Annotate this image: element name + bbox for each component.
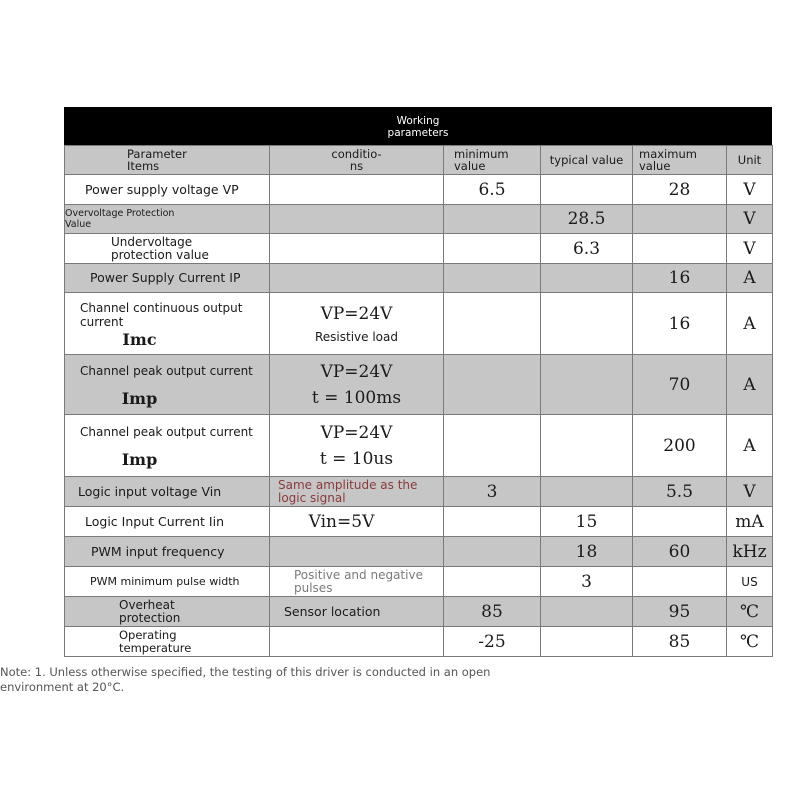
table-row [65, 355, 773, 415]
header-parameter: Parameter Items [65, 146, 270, 175]
max-cell: 16 [633, 293, 727, 355]
symbol-label: Imc [122, 329, 157, 349]
unit-cell: US [727, 567, 773, 597]
param-cell: Power supply voltage VP [65, 175, 270, 205]
cond-cell: Vin=5V [270, 507, 444, 537]
cond-cell: VP=24V t = 10us [270, 415, 444, 477]
header-typical: typical value [541, 146, 633, 175]
typ-cell: 18 [541, 537, 633, 567]
cond-cell: Positive and negative pulses [270, 567, 444, 597]
unit-cell: ℃ [727, 627, 773, 657]
unit-cell: A [727, 355, 773, 415]
max-cell: 5.5 [633, 477, 727, 507]
table-row [65, 477, 773, 507]
header-row [65, 146, 773, 175]
param-cell: PWM minimum pulse width [65, 567, 270, 597]
unit-cell: A [727, 293, 773, 355]
table-row [65, 627, 773, 657]
max-cell: 70 [633, 355, 727, 415]
min-cell: 3 [444, 477, 541, 507]
typ-cell [541, 175, 633, 205]
table-row [65, 567, 773, 597]
unit-cell: mA [727, 507, 773, 537]
unit-cell: V [727, 477, 773, 507]
typ-cell: 3 [541, 567, 633, 597]
cond-cell [270, 175, 444, 205]
typ-cell: 15 [541, 507, 633, 537]
param-cell: Channel peak output current Imp [65, 415, 270, 477]
symbol-label: Imp [121, 388, 158, 408]
table-row [65, 264, 773, 293]
typ-cell: 28.5 [541, 205, 633, 234]
footnote: Note: 1. Unless otherwise specified, the testing of this driver is conducted in an open environment at 20°C. [0, 665, 491, 694]
param-cell: Channel continuous output current Imc [65, 293, 270, 355]
param-cell: Logic Input Current Iin [65, 507, 270, 537]
table-row [65, 293, 773, 355]
header-maximum: maximum value [633, 146, 727, 175]
unit-cell: V [727, 234, 773, 264]
unit-cell: ℃ [727, 597, 773, 627]
symbol-label: Imp [121, 449, 158, 469]
param-cell: Undervoltage protection value [65, 234, 270, 264]
param-cell: Overheat protection [65, 597, 270, 627]
min-cell: 6.5 [444, 175, 541, 205]
unit-cell: V [727, 175, 773, 205]
max-cell: 28 [633, 175, 727, 205]
table-title: Working parameters [64, 107, 772, 145]
max-cell: 16 [633, 264, 727, 293]
table-row [65, 205, 773, 234]
cond-cell: Same amplitude as the logic signal [270, 477, 444, 507]
unit-cell: A [727, 264, 773, 293]
param-cell: Logic input voltage Vin [65, 477, 270, 507]
table-row [65, 597, 773, 627]
header-unit: Unit [727, 146, 773, 175]
param-cell: Channel peak output current Imp [65, 355, 270, 415]
unit-cell: A [727, 415, 773, 477]
min-cell: -25 [444, 627, 541, 657]
header-minimum: minimum value [444, 146, 541, 175]
param-cell: Overvoltage Protection Value [65, 205, 270, 234]
typ-cell: 6.3 [541, 234, 633, 264]
table-row [65, 537, 773, 567]
unit-cell: kHz [727, 537, 773, 567]
max-cell: 85 [633, 627, 727, 657]
param-cell: Power Supply Current IP [65, 264, 270, 293]
param-cell: PWM input frequency [65, 537, 270, 567]
param-cell: Operating temperature [65, 627, 270, 657]
max-cell: 95 [633, 597, 727, 627]
header-conditions: conditio- ns [270, 146, 444, 175]
table-row [65, 507, 773, 537]
max-cell: 200 [633, 415, 727, 477]
table-row [65, 234, 773, 264]
parameters-grid [64, 145, 773, 657]
table-row [65, 175, 773, 205]
unit-cell: V [727, 205, 773, 234]
cond-cell: Sensor location [270, 597, 444, 627]
table-row [65, 415, 773, 477]
cond-cell: VP=24V t = 100ms [270, 355, 444, 415]
min-cell: 85 [444, 597, 541, 627]
cond-cell: VP=24V Resistive load [270, 293, 444, 355]
max-cell: 60 [633, 537, 727, 567]
